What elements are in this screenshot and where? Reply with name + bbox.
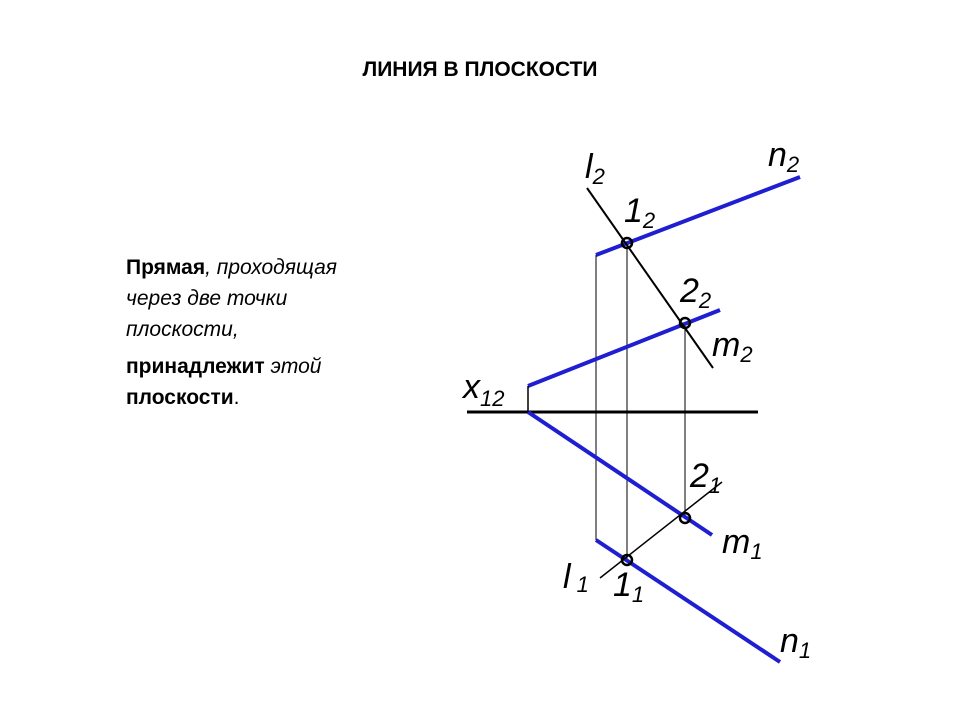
- label-point-2-2: 22: [680, 272, 712, 313]
- statement-period: .: [233, 386, 240, 409]
- statement-this: этой: [264, 355, 322, 378]
- label-n2: n2: [768, 136, 800, 177]
- statement-keyword-belongs: принадлежит: [126, 355, 265, 378]
- label-point-1-1: 11: [613, 566, 645, 607]
- statement-condition: , проходящая через две точки плоскости,: [126, 256, 337, 341]
- line-m2: [528, 310, 720, 386]
- label-point-2-1: 21: [690, 457, 722, 498]
- label-point-1-2: 12: [624, 192, 656, 233]
- line-m1: [528, 412, 712, 535]
- statement-keyword-line: Прямая: [126, 256, 206, 279]
- slide-title: ЛИНИЯ В ПЛОСКОСТИ: [362, 58, 598, 81]
- label-n1: n1: [780, 622, 812, 663]
- label-m1: m1: [722, 523, 763, 564]
- label-l2: l2: [585, 148, 605, 189]
- label-x12: x12: [463, 368, 505, 411]
- label-m2: m2: [712, 326, 753, 367]
- label-l1: l 1: [563, 558, 589, 597]
- statement-keyword-plane: плоскости: [126, 386, 234, 409]
